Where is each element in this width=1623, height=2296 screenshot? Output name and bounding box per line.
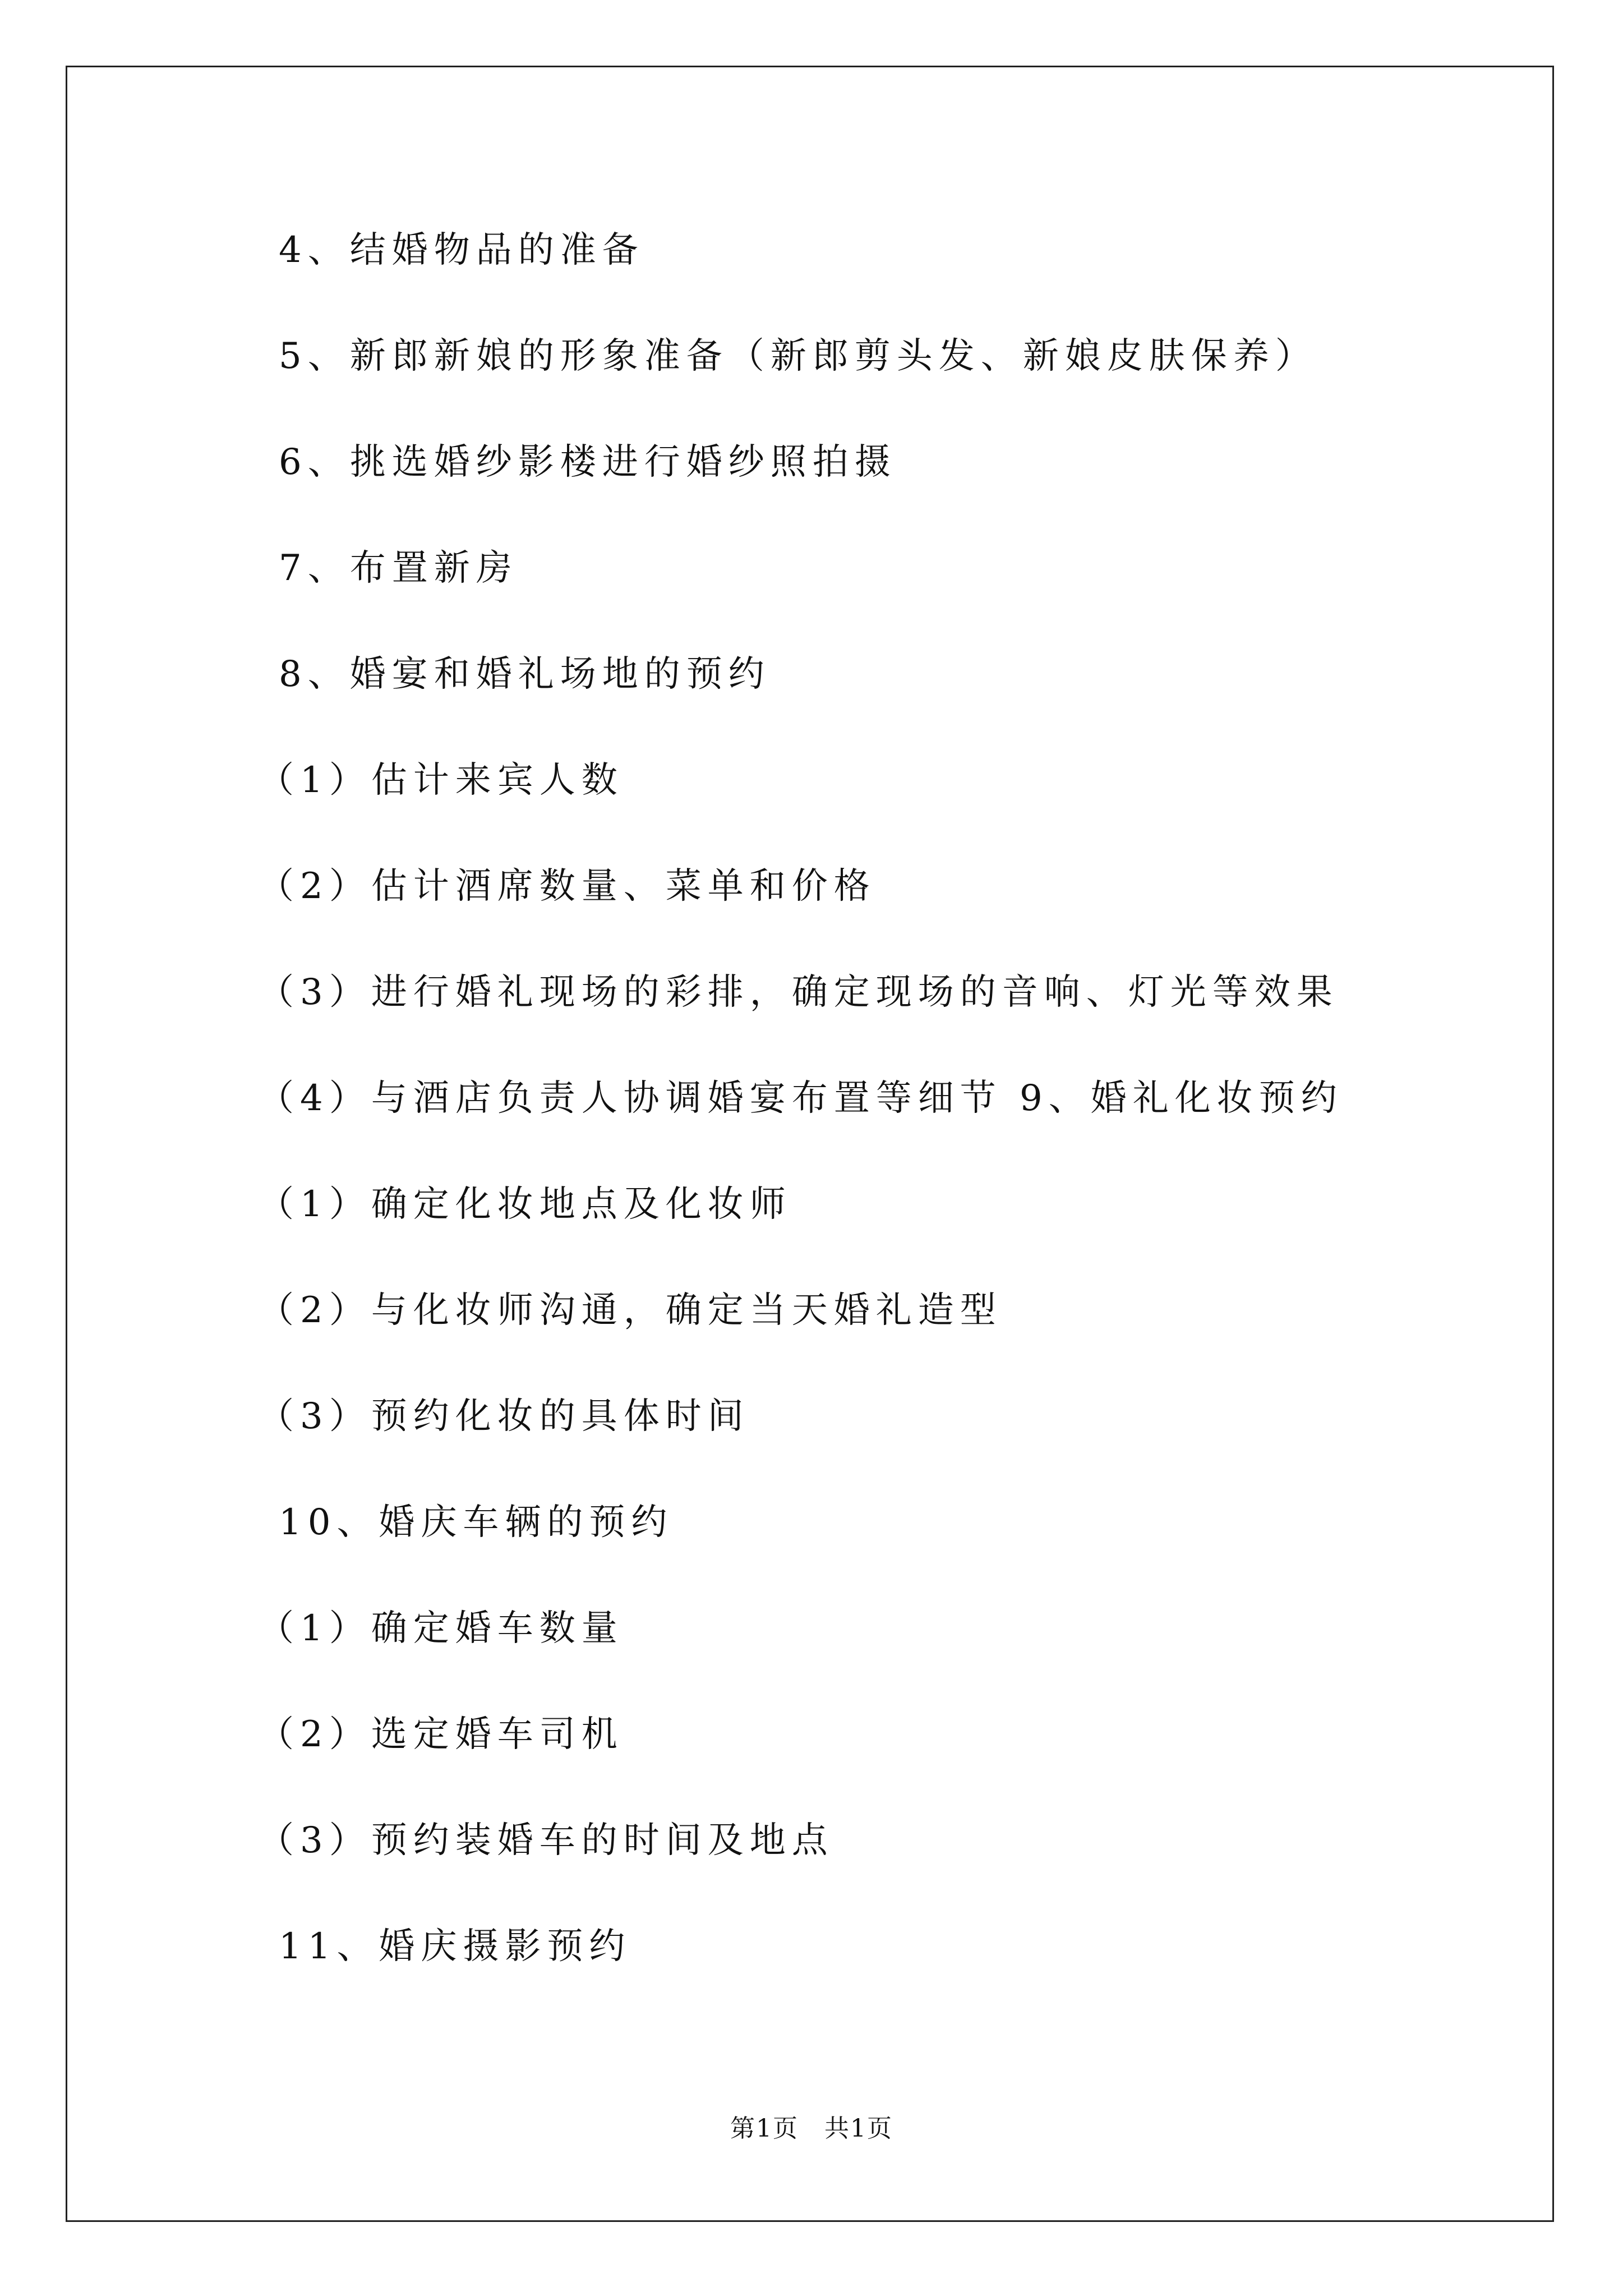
sub-item-9-3: （3）预约化妆的具体时间 <box>258 1396 750 1437</box>
list-item-4: 4、结婚物品的准备 <box>279 229 644 271</box>
sub-item-10-1: （1）确定婚车数量 <box>258 1608 624 1649</box>
list-item-11: 11、婚庆摄影预约 <box>279 1926 631 1967</box>
list-item-6: 6、挑选婚纱影楼进行婚纱照拍摄 <box>279 441 897 483</box>
list-item-7: 7、布置新房 <box>279 547 518 589</box>
sub-item-9-2: （2）与化妆师沟通，确定当天婚礼造型 <box>258 1290 1002 1331</box>
list-item-8: 8、婚宴和婚礼场地的预约 <box>279 654 771 695</box>
sub-item-8-2: （2）估计酒席数量、菜单和价格 <box>258 866 876 907</box>
list-item-5: 5、新郎新娘的形象准备（新郎剪头发、新娘皮肤保养） <box>279 335 1317 377</box>
page-footer: 第1页 共1页 <box>730 2114 893 2143</box>
sub-item-8-4: （4）与酒店负责人协调婚宴布置等细节 9、婚礼化妆预约 <box>258 1078 1343 1119</box>
sub-item-8-3: （3）进行婚礼现场的彩排，确定现场的音响、灯光等效果 <box>258 972 1339 1013</box>
sub-item-10-3: （3）预约装婚车的时间及地点 <box>258 1820 834 1861</box>
sub-item-9-1: （1）确定化妆地点及化妆师 <box>258 1184 792 1225</box>
list-item-10: 10、婚庆车辆的预约 <box>279 1502 674 1543</box>
sub-item-8-1: （1）估计来宾人数 <box>258 760 624 801</box>
page-border <box>66 66 1554 2222</box>
sub-item-10-2: （2）选定婚车司机 <box>258 1714 624 1755</box>
